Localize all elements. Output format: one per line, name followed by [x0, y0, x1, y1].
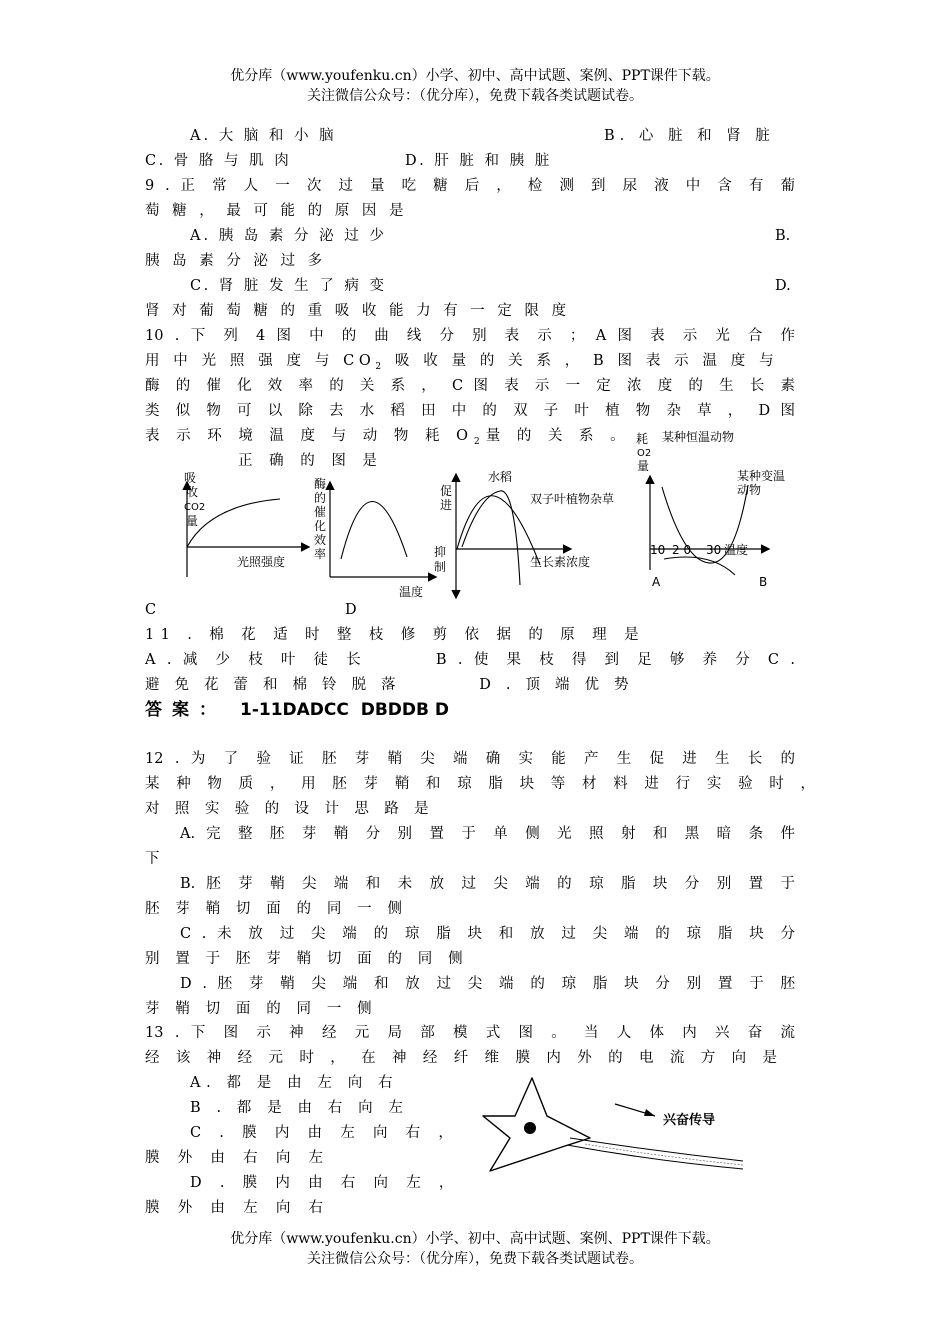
q10-stem-line-2a: 用 中 光 照 强 度 与 CO	[145, 353, 376, 369]
header-line-2: 关注微信公众号：（优分库），免费下载各类试题试卷。	[307, 88, 643, 104]
q9-option-d-label: D.	[775, 278, 791, 294]
q8-option-a: A. 大 脑 和 小 脑	[190, 128, 337, 144]
graph-d-ylabel-2: O2	[637, 448, 652, 459]
graph-c-curve-weed	[462, 491, 520, 585]
graph-a-ylabel-1: 吸	[184, 471, 197, 485]
q10-stem-line-4: 类 似 物 可 以 除 去 水 稻 田 中 的 双 子 叶 植 物 杂 草 ， D 图	[145, 403, 795, 419]
graph-a-ylabel-4: 量	[186, 514, 199, 528]
graph-d-tick-30: 30	[706, 543, 722, 557]
graph-b-ylabel-6: 率	[314, 547, 327, 561]
q13-option-d-line-2: 膜 外 由 左 向 右	[145, 1200, 330, 1216]
q10-label-c: C	[145, 602, 157, 618]
graph-a-ylabel-3: CO2	[184, 502, 206, 513]
graph-c-ylabel-top-1: 促	[440, 484, 453, 498]
q12-option-c-line-2: 别 置 于 胚 芽 鞘 切 面 的 同 侧	[145, 951, 469, 967]
graph-d	[636, 429, 785, 589]
q12-option-d-line-1: D . 胚 芽 鞘 尖 端 和 放 过 尖 端 的 琼 脂 块 分 别 置 于 胚	[180, 976, 795, 992]
q13-option-a: A. 都 是 由 左 向 右	[190, 1075, 399, 1091]
q9-option-a: A. 胰 岛 素 分 泌 过 少	[190, 228, 387, 244]
q9-option-b-label: B.	[775, 228, 791, 244]
graph-c-curve-rice	[457, 496, 540, 565]
graph-a	[184, 471, 308, 577]
graph-b-ylabel-4: 化	[314, 519, 327, 533]
footer-line-2: 关注微信公众号：（优分库），免费下载各类试题试卷。	[307, 1251, 643, 1267]
graph-d-tick-20: 2 0	[672, 543, 692, 557]
q8-option-b: B. 心 脏 和 肾 脏	[604, 128, 775, 144]
q12-stem-line-1: 12 . 为 了 验 证 胚 芽 鞘 尖 端 确 实 能 产 生 促 进 生 长 的	[145, 751, 795, 767]
graph-a-xlabel: 光照强度	[237, 555, 286, 569]
q13-option-b: B . 都 是 由 右 向 左	[190, 1100, 409, 1116]
neuron-figure	[475, 1076, 775, 1176]
graph-b-ylabel-3: 催	[314, 505, 327, 519]
q9-option-d-text: 肾 对 葡 萄 糖 的 重 吸 收 能 力 有 一 定 限 度	[145, 303, 571, 319]
q9-option-c: C. 肾 脏 发 生 了 病 变	[190, 278, 387, 294]
answer-label: 答案：	[145, 700, 226, 720]
q9-stem-line-1: 9 . 正 常 人 一 次 过 量 吃 糖 后 ， 检 测 到 尿 液 中 含 有 葡	[145, 178, 795, 194]
q13-option-d-line-1: D . 膜 内 由 右 向 左 ，	[190, 1175, 461, 1191]
q10-stem-line-2	[145, 349, 795, 374]
graph-c-ylabel-bottom-1: 抑	[434, 545, 447, 559]
graph-b-curve	[341, 501, 407, 559]
answer-value: 1-11DADCC DBDDB D	[240, 700, 449, 720]
q11-stem: 11 . 棉 花 适 时 整 枝 修 剪 依 据 的 原 理 是	[145, 627, 645, 643]
graph-b-ylabel-2: 的	[314, 491, 327, 505]
graph-d-xlabel: 温度	[724, 543, 749, 557]
q10-label-d: D	[345, 602, 357, 618]
q13-stem-line-2: 经 该 神 经 元 时 ， 在 神 经 纤 维 膜 内 外 的 电 流 方 向 是	[145, 1050, 777, 1066]
q10-stem-line-5b: 量 的 关 系 。	[485, 428, 631, 444]
neuron-axon-upper	[570, 1138, 743, 1161]
q13-option-c-line-2: 膜 外 由 右 向 左	[145, 1150, 330, 1166]
graph-d-label-b: B	[759, 575, 768, 589]
graph-b-ylabel-1: 酶	[314, 477, 327, 491]
q13-option-c-line-1: C . 膜 内 由 左 向 右 ，	[190, 1125, 460, 1141]
graph-d-label-a: A	[652, 575, 661, 589]
graph-c	[434, 469, 614, 597]
graph-d-curve2-label-2: 动物	[737, 483, 762, 497]
q10-o2-subscript: 2	[473, 436, 486, 447]
q11-line-2: A . 减 少 枝 叶 徒 长 B . 使 果 枝 得 到 足 够 养 分 C .	[145, 652, 795, 668]
q12-stem-line-3: 对 照 实 验 的 设 计 思 路 是	[145, 801, 435, 817]
graph-d-ylabel-1: 耗	[636, 432, 649, 446]
q10-co2-subscript: 2	[375, 361, 386, 372]
q11-line-3: 避 免 花 蕾 和 棉 铃 脱 落 D . 顶 端 优 势	[145, 677, 634, 693]
q10-stem-line-3: 酶 的 催 化 效 率 的 关 系 ， C 图 表 示 一 定 浓 度 的 生 长 素	[145, 378, 795, 394]
q10-stem-line-6: 正 确 的 图 是	[238, 453, 383, 469]
q12-option-b-line-2: 胚 芽 鞘 切 面 的 同 一 侧	[145, 901, 408, 917]
q12-option-d-line-2: 芽 鞘 切 面 的 同 一 侧	[145, 1001, 378, 1017]
graph-d-ylabel-3: 量	[637, 459, 650, 473]
neuron-cell-body	[483, 1078, 590, 1171]
q9-option-b-text: 胰 岛 素 分 泌 过 多	[145, 253, 327, 269]
q9-stem-line-2: 萄 糖 ， 最 可 能 的 原 因 是	[145, 203, 408, 219]
graph-a-ylabel-2: 收	[186, 485, 199, 499]
q8-option-c: C. 骨 胳 与 肌 肉	[145, 153, 292, 169]
q10-stem-line-1: 10 . 下 列 4 图 中 的 曲 线 分 别 表 示 ； A 图 表 示 光 合 作	[145, 328, 795, 344]
q12-option-a-line-1: A. 完 整 胚 芽 鞘 分 别 置 于 单 侧 光 照 射 和 黑 暗 条 件	[180, 826, 795, 842]
q13-stem-line-1: 13 . 下 图 示 神 经 元 局 部 模 式 图 。 当 人 体 内 兴 奋 流	[145, 1025, 795, 1041]
q12-option-c-line-1: C . 未 放 过 尖 端 的 琼 脂 块 和 放 过 尖 端 的 琼 脂 块 分	[180, 926, 795, 942]
conduction-label: 兴奋传导	[663, 1113, 716, 1128]
conduction-arrow-head	[644, 1109, 655, 1116]
neuron-axon-lower	[567, 1145, 743, 1169]
graph-d-tick-10: 10	[650, 543, 666, 557]
graph-c-xlabel: 生长素浓度	[530, 555, 591, 569]
answer-line	[145, 698, 449, 723]
graph-d-curve2-label-1: 某种变温	[737, 469, 786, 483]
graph-b-ylabel-5: 效	[314, 533, 327, 547]
footer-line-1: 优分库（www.youfenku.cn）小学、初中、高中试题、案例、PPT课件下载。	[230, 1231, 720, 1247]
q12-option-a-line-2: 下	[145, 851, 160, 867]
graph-d-curve1-label: 某种恒温动物	[662, 430, 735, 444]
graph-b-xlabel: 温度	[399, 585, 424, 599]
graph-c-curve1-label: 水稻	[488, 470, 513, 484]
q8-option-d: D. 肝 脏 和 胰 脏	[405, 153, 553, 169]
graph-c-ylabel-top-2: 进	[440, 498, 453, 512]
q12-stem-line-2: 某 种 物 质 ， 用 胚 芽 鞘 和 琼 脂 块 等 材 料 进 行 实 验 时 ，	[145, 776, 815, 792]
q10-graphs	[0, 425, 950, 625]
neuron-axon-myelin	[585, 1144, 743, 1165]
q10-stem-line-2b: 吸 收 量 的 关 系 ， B 图 表 示 温 度 与	[385, 353, 779, 369]
graph-c-curve2-label: 双子叶植物杂草	[530, 492, 615, 506]
neuron-nucleus	[524, 1122, 536, 1134]
graph-c-ylabel-bottom-2: 制	[434, 560, 447, 574]
q12-option-b-line-1: B. 胚 芽 鞘 尖 端 和 未 放 过 尖 端 的 琼 脂 块 分 别 置 于	[180, 876, 795, 892]
graph-b	[314, 476, 435, 599]
header-line-1: 优分库（www.youfenku.cn）小学、初中、高中试题、案例、PPT课件下载。	[230, 68, 720, 84]
q10-stem-line-5a: 表 示 环 境 温 度 与 动 物 耗 O	[145, 428, 474, 444]
